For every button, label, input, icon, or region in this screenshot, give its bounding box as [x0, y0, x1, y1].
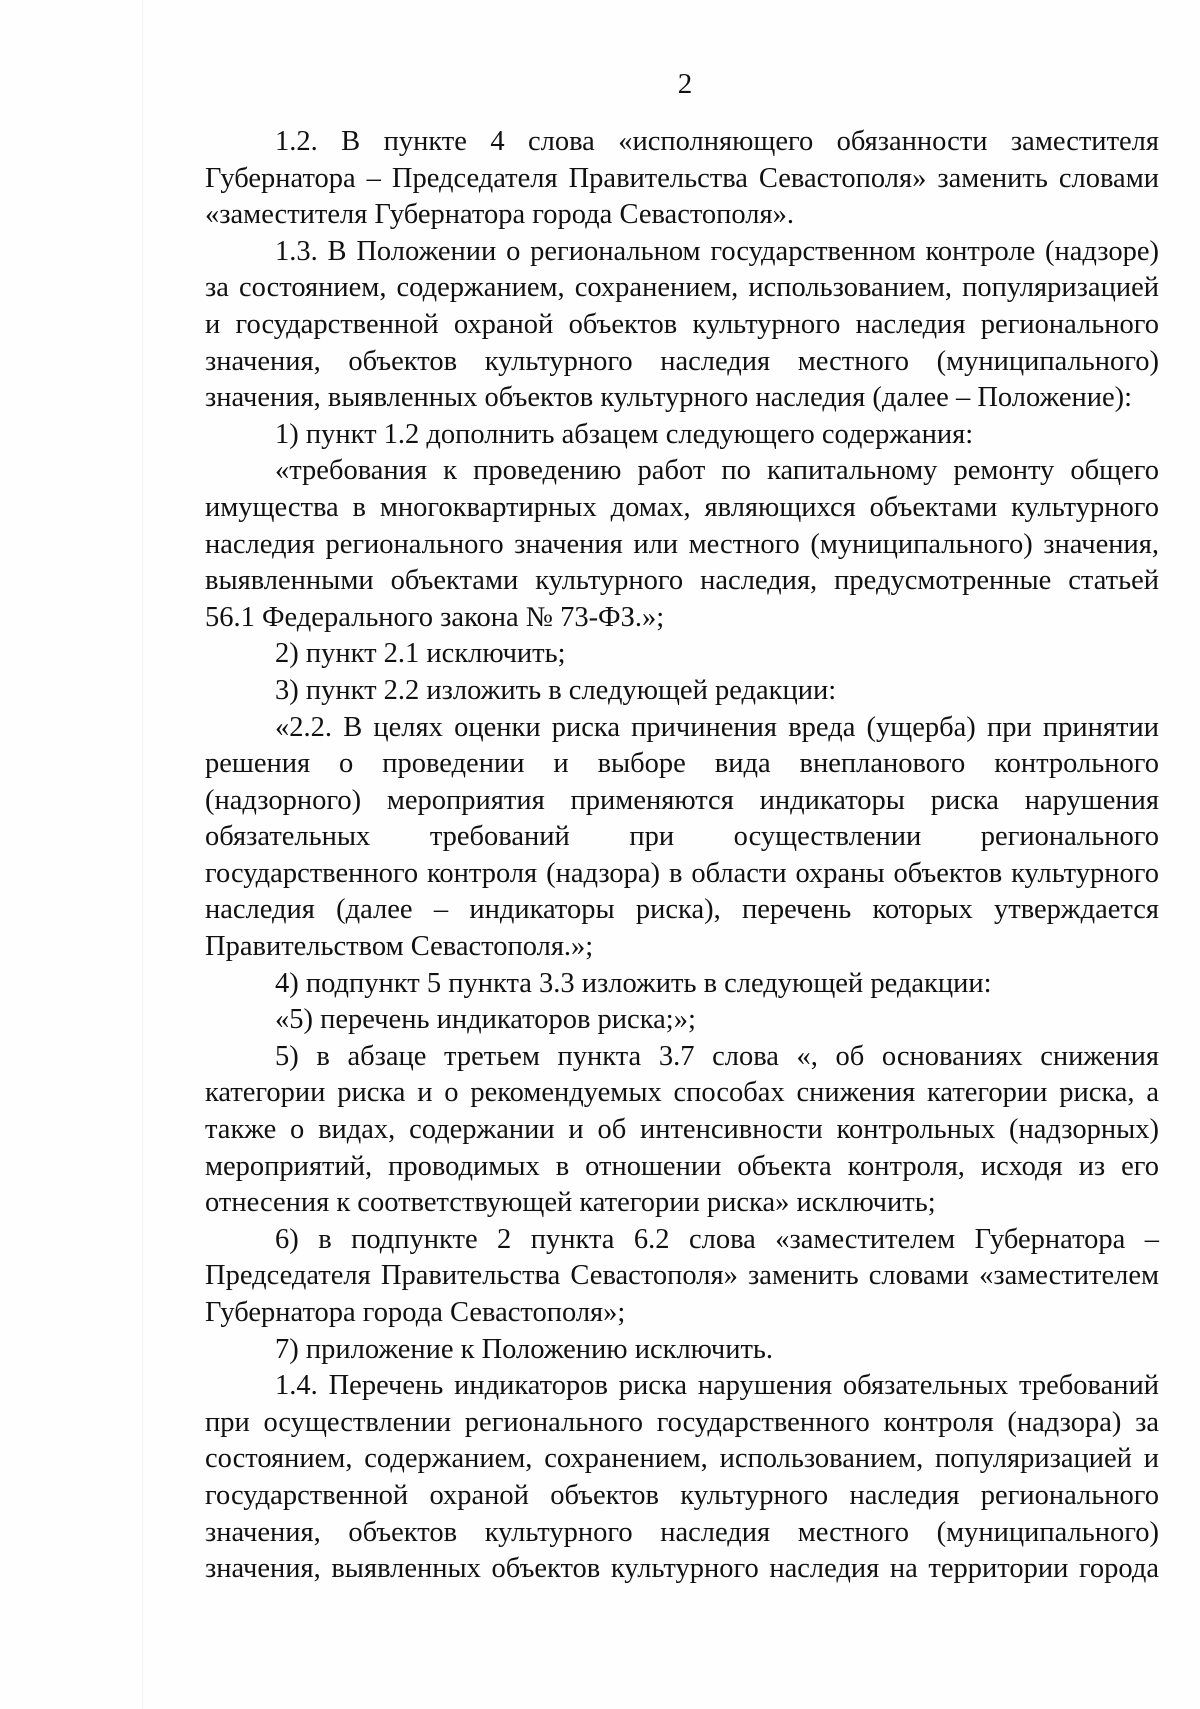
paragraph-quote-2-2: «2.2. В целях оценки риска причинения вреда (ущерба) при принятии решения о проведении и выборе вида внепланового контрольного (надзорного) мероприятия применяются индикаторы риска нарушения обязательных требований при осуществлении регионального государственного контроля (надзора) в области охраны объектов культурного наследия (далее – индикаторы риска), перечень которых утверждается Правительством Севастополя.»;	[205, 711, 1159, 963]
paragraph-item-2: 2) пункт 2.1 исключить;	[275, 638, 566, 670]
paragraph-1-4: 1.4. Перечень индикаторов риска нарушения обязательных требований при осуществлении регионального государственного контроля (надзора) за состоянием, содержанием, сохранением, использованием, популяризацией и государственной охраной объектов культурного наследия регионального значения, объектов культурного наследия местного (муниципального) значения, выявленных объектов культурного наследия на территории города	[205, 1370, 1159, 1585]
paragraph-item-1: 1) пункт 1.2 дополнить абзацем следующего содержания:	[275, 418, 974, 450]
paragraph-item-6: 6) в подпункте 2 пункта 6.2 слова «заместителем Губернатора – Председателя Правительства Севастополя» заменить словами «заместителем Губернатора города Севастополя»;	[205, 1223, 1159, 1328]
paragraph-item-3: 3) пункт 2.2 изложить в следующей редакции:	[275, 674, 837, 706]
paragraph-item-7: 7) приложение к Положению исключить.	[275, 1333, 774, 1365]
document-body	[205, 124, 1159, 1588]
paragraph-quote-1: «требования к проведению работ по капитальному ремонту общего имущества в многоквартирных домах, являющихся объектами культурного наследия регионального значения или местного (муниципального) значения, выявленными объектами культурного наследия, предусмотренные статьей 56.1 Федерального закона № 73-ФЗ.»;	[205, 455, 1159, 633]
scan-fold-line	[142, 0, 143, 1709]
paragraph-quote-5: «5) перечень индикаторов риска;»;	[275, 1004, 696, 1036]
page-number: 2	[677, 68, 693, 100]
paragraph-1-3: 1.3. В Положении о региональном государственном контроле (надзоре) за состоянием, содержанием, сохранением, использованием, популяризацией и государственной охраной объектов культурного наследия регионального значения, объектов культурного наследия местного (муниципального) значения, выявленных объектов культурного наследия (далее – Положение):	[205, 235, 1159, 414]
paragraph-item-4: 4) подпункт 5 пункта 3.3 изложить в следующей редакции:	[275, 967, 992, 999]
paragraph-item-5: 5) в абзаце третьем пункта 3.7 слова «, об основаниях снижения категории риска и о рекомендуемых способах снижения категории риска, а также о видах, содержании и об интенсивности контрольных (надзорных) мероприятий, проводимых в отношении объекта контроля, исходя из его отнесения к соответствующей категории риска» исключить;	[205, 1040, 1159, 1219]
paragraph-1-2: 1.2. В пункте 4 слова «исполняющего обязанности заместителя Губернатора – Председателя Правительства Севастополя» заменить словами «заместителя Губернатора города Севастополя».	[205, 126, 1159, 231]
